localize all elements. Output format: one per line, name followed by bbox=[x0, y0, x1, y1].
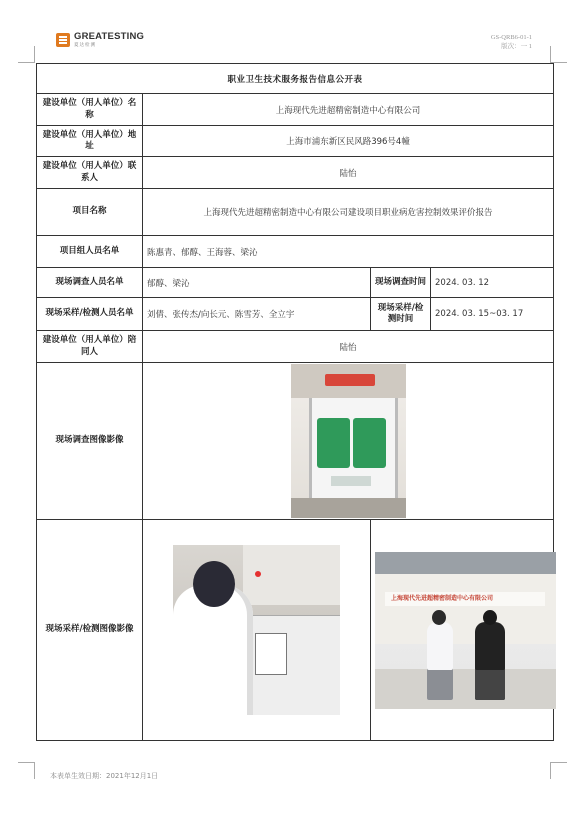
project-name-label: 项目名称 bbox=[37, 189, 143, 236]
eyewash-box-right bbox=[353, 418, 386, 468]
document-code: GS-QRB6-01-1 bbox=[490, 34, 532, 41]
unit-address-value: 上海市浦东新区民风路396号4幢 bbox=[143, 126, 554, 157]
team-label: 项目组人员名单 bbox=[37, 236, 143, 268]
survey-images-label: 现场调查图像影像 bbox=[37, 363, 143, 520]
form-title: 职业卫生技术服务报告信息公开表 bbox=[37, 64, 554, 94]
unit-name-value: 上海现代先进超精密制造中心有限公司 bbox=[143, 94, 554, 126]
survey-time-value: 2024. 03. 12 bbox=[431, 268, 554, 298]
company-logo bbox=[56, 32, 144, 50]
sampling-photo-entrance bbox=[375, 552, 556, 709]
sampling-time-label: 现场采样/检测时间 bbox=[371, 298, 431, 331]
sampling-staff-label: 现场采样/检测人员名单 bbox=[37, 298, 143, 331]
team-value: 陈惠青、郁醇、王海蓉、梁沁 bbox=[143, 236, 554, 268]
sampling-staff-value: 刘倩、张传杰/向长元、陈雪芳、全立宇 bbox=[143, 298, 371, 331]
sampling-images-label: 现场采样/检测图像影像 bbox=[37, 520, 143, 741]
project-name-value: 上海现代先进超精密制造中心有限公司建设项目职业病危害控制效果评价报告 bbox=[143, 189, 554, 236]
document-code-block bbox=[491, 34, 532, 52]
survey-staff-value: 郁醇、梁沁 bbox=[143, 268, 371, 298]
photo-sign-red bbox=[325, 374, 375, 386]
photo-person-right bbox=[475, 622, 505, 700]
unit-address-label: 建设单位（用人单位）地址 bbox=[37, 126, 143, 157]
survey-time-label: 现场调查时间 bbox=[371, 268, 431, 298]
unit-contact-label: 建设单位（用人单位）联系人 bbox=[37, 157, 143, 189]
effective-date: 本表单生效日期：2021年12月1日 bbox=[50, 772, 159, 780]
crop-mark-top-left bbox=[18, 46, 35, 63]
crop-mark-bottom-left bbox=[18, 762, 35, 779]
sampling-photo-technician bbox=[173, 545, 340, 715]
sampling-time-value: 2024. 03. 15~03. 17 bbox=[431, 298, 554, 331]
unit-name-label: 建设单位（用人单位）名称 bbox=[37, 94, 143, 126]
sampling-image-cell-1 bbox=[143, 520, 371, 741]
eyewash-box-left bbox=[317, 418, 350, 468]
document-version: 版次：一 1 bbox=[501, 42, 532, 50]
unit-contact-value: 陆怡 bbox=[143, 157, 554, 189]
logo-chinese: 夏达检测 bbox=[74, 42, 96, 48]
disclosure-table bbox=[36, 63, 554, 741]
survey-images-cell bbox=[143, 363, 554, 520]
crop-mark-top-right bbox=[550, 46, 567, 63]
sampling-image-cell-2 bbox=[371, 520, 554, 741]
escort-value: 陆怡 bbox=[143, 331, 554, 363]
entrance-sign-text: 上海现代先进超精密制造中心有限公司 bbox=[385, 592, 545, 606]
escort-label: 建设单位（用人单位）陪同人 bbox=[37, 331, 143, 363]
logo-english: GREATESTING bbox=[74, 31, 145, 42]
photo-person-left bbox=[427, 622, 453, 700]
logo-mark-icon bbox=[56, 33, 70, 47]
survey-staff-label: 现场调查人员名单 bbox=[37, 268, 143, 298]
crop-mark-bottom-right bbox=[550, 762, 567, 779]
survey-photo-eyewash-station bbox=[291, 364, 406, 518]
